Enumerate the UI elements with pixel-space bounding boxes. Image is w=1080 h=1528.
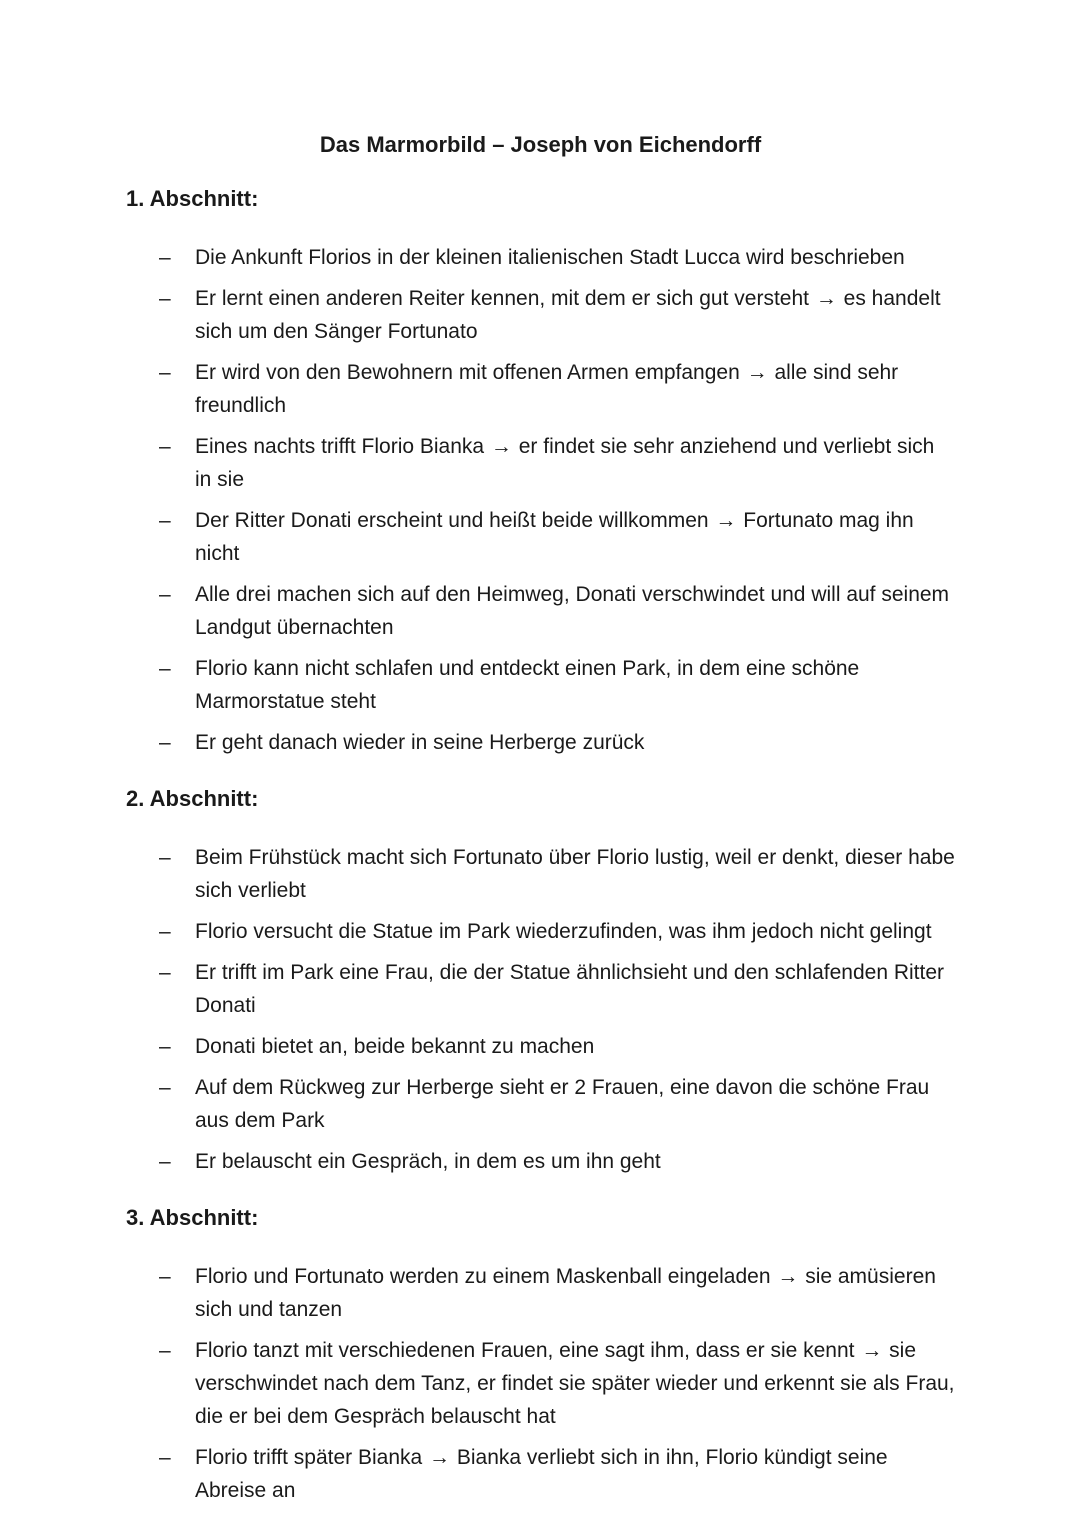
section [126, 1204, 955, 1507]
right-arrow-glyph: → [490, 435, 512, 458]
section [126, 185, 955, 759]
bullet-dash-marker: – [159, 961, 171, 984]
list-item-text: Florio und Fortunato werden zu einem Maskenball eingeladen → sie amüsieren sich und tanzen [195, 1265, 936, 1321]
list-item [126, 430, 955, 496]
bullet-dash-marker: – [159, 1265, 171, 1288]
list-item-text: Der Ritter Donati erscheint und heißt beide willkommen → Fortunato mag ihn nicht [195, 509, 914, 565]
bullet-dash-marker: – [159, 435, 171, 458]
list-item-text: Florio tanzt mit verschiedenen Frauen, eine sagt ihm, dass er sie kennt → sie verschwindet nach dem Tanz, er findet sie später wieder und erkennt sie als Frau, die er bei dem Gespräch belauscht hat [195, 1339, 955, 1428]
list-item [126, 1334, 955, 1433]
bullet-dash-marker: – [159, 287, 171, 310]
list-item-text: Auf dem Rückweg zur Herberge sieht er 2 Frauen, eine davon die schöne Frau aus dem Park [195, 1076, 930, 1132]
bullet-list [126, 241, 955, 759]
list-item [126, 956, 955, 1022]
list-item [126, 841, 955, 907]
list-item-text: Beim Frühstück macht sich Fortunato über Florio lustig, weil er denkt, dieser habe sich verliebt [195, 846, 955, 902]
bullet-list [126, 841, 955, 1178]
list-item [126, 1071, 955, 1137]
right-arrow-glyph: → [746, 361, 768, 384]
list-item-text: Die Ankunft Florios in der kleinen italienischen Stadt Lucca wird beschrieben [195, 246, 905, 269]
right-arrow-glyph: → [815, 287, 837, 310]
bullet-dash-marker: – [159, 846, 171, 869]
right-arrow-glyph: → [777, 1265, 799, 1288]
section-heading: 2. Abschnitt: [126, 786, 259, 811]
list-item-text: Florio versucht die Statue im Park wiederzufinden, was ihm jedoch nicht gelingt [195, 920, 932, 943]
sections [126, 185, 955, 1507]
bullet-dash-marker: – [159, 1150, 171, 1173]
bullet-dash-marker: – [159, 657, 171, 680]
list-item [126, 578, 955, 644]
list-item-text: Eines nachts trifft Florio Bianka → er findet sie sehr anziehend und verliebt sich in sie [195, 435, 935, 491]
bullet-dash-marker: – [159, 583, 171, 606]
list-item-text: Florio kann nicht schlafen und entdeckt einen Park, in dem eine schöne Marmorstatue steht [195, 657, 860, 713]
list-item-text: Er lernt einen anderen Reiter kennen, mit dem er sich gut versteht → es handelt sich um den Sänger Fortunato [195, 287, 941, 343]
list-item [126, 1260, 955, 1326]
bullet-list [126, 1260, 955, 1507]
list-item [126, 1441, 955, 1507]
bullet-dash-marker: – [159, 509, 171, 532]
bullet-dash-marker: – [159, 1446, 171, 1469]
section-heading: 3. Abschnitt: [126, 1205, 259, 1230]
right-arrow-glyph: → [861, 1339, 883, 1362]
list-item [126, 1030, 955, 1063]
list-item [126, 356, 955, 422]
bullet-dash-marker: – [159, 1076, 171, 1099]
list-item-text: Er trifft im Park eine Frau, die der Statue ähnlichsieht und den schlafenden Ritter Donati [195, 961, 945, 1017]
right-arrow-glyph: → [715, 509, 737, 532]
document-title: Das Marmorbild – Joseph von Eichendorff [319, 132, 762, 157]
list-item [126, 726, 955, 759]
list-item [126, 915, 955, 948]
list-item [126, 652, 955, 718]
bullet-dash-marker: – [159, 361, 171, 384]
list-item [126, 241, 955, 274]
list-item-text: Donati bietet an, beide bekannt zu machen [195, 1035, 595, 1058]
right-arrow-glyph: → [429, 1446, 451, 1469]
list-item [126, 282, 955, 348]
list-item [126, 1145, 955, 1178]
list-item-text: Er belauscht ein Gespräch, in dem es um ihn geht [195, 1150, 661, 1173]
section-heading: 1. Abschnitt: [126, 186, 259, 211]
bullet-dash-marker: – [159, 920, 171, 943]
list-item-text: Er wird von den Bewohnern mit offenen Armen empfangen → alle sind sehr freundlich [195, 361, 899, 417]
bullet-dash-marker: – [159, 246, 171, 269]
bullet-dash-marker: – [159, 1339, 171, 1362]
bullet-dash-marker: – [159, 1035, 171, 1058]
bullet-dash-marker: – [159, 731, 171, 754]
list-item-text: Alle drei machen sich auf den Heimweg, Donati verschwindet und will auf seinem Landgut übernachten [195, 583, 950, 639]
list-item [126, 504, 955, 570]
list-item-text: Er geht danach wieder in seine Herberge zurück [195, 731, 645, 754]
section [126, 785, 955, 1178]
list-item-text: Florio trifft später Bianka → Bianka verliebt sich in ihn, Florio kündigt seine Abreise an [195, 1446, 888, 1502]
